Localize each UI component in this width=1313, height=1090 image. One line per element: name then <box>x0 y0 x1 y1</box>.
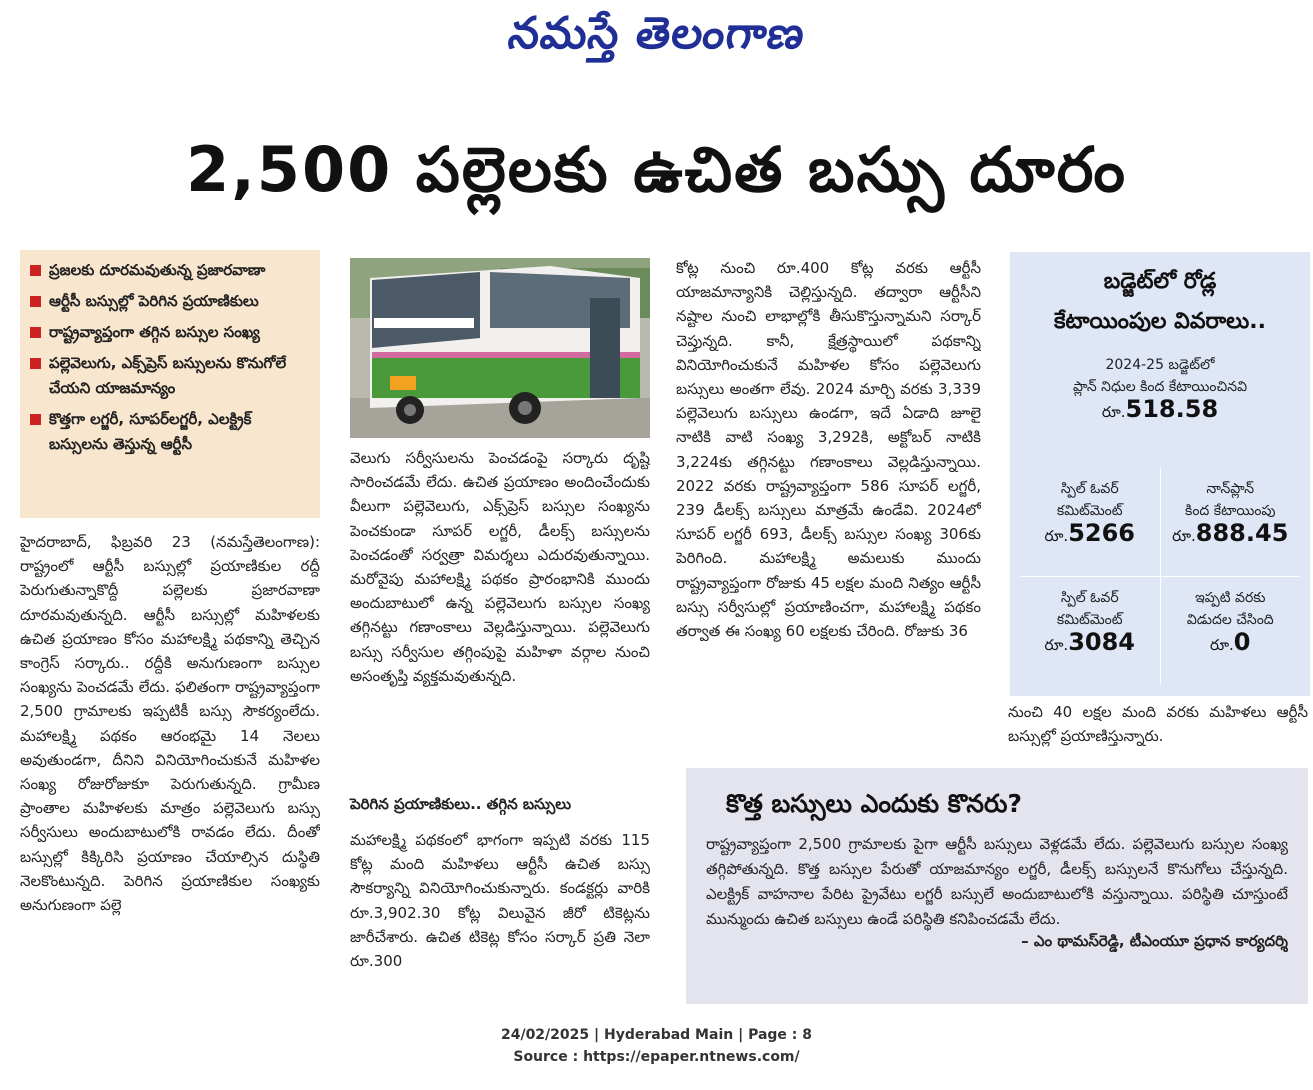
budget-title: బడ్జెట్‌లో రోడ్ల కేటాయింపుల వివరాలు.. <box>1053 269 1266 334</box>
section-subheading: పెరిగిన ప్రయాణికులు.. తగ్గిన బస్సులు <box>350 795 572 813</box>
bullet-icon <box>30 265 41 276</box>
highlight-item: కొత్తగా లగ్జరీ, సూపర్‌లగ్జరీ, ఎలక్ట్రిక్ బస్సులను తెస్తున్న ఆర్టీసీ <box>30 407 314 457</box>
bullet-icon <box>30 358 41 369</box>
budget-main-amount: రూ.518.58 <box>1101 395 1219 423</box>
budget-cell: నాన్‌ప్లాన్ కింద కేటాయింపు రూ.888.45 <box>1160 468 1300 576</box>
budget-cell: స్పిల్ ఓవర్ కమిట్‌మెంట్ రూ.5266 <box>1020 468 1160 576</box>
budget-cell: స్పిల్ ఓవర్ కమిట్‌మెంట్ రూ.3084 <box>1020 576 1160 684</box>
headline: 2,500 పల్లెలకు ఉచిత బస్సు దూరం <box>186 133 1127 206</box>
article-column-3: కోట్ల నుంచి రూ.400 కోట్ల వరకు ఆర్టీసీ యాజమాన్యానికి చెల్లిస్తున్నది. తద్వారా ఆర్టీసీని నష్టాల నుంచి లాభాల్లోకి తీసుకొస్తున్నామని సర్కార్ చెప్తున్నది. కానీ, క్షేత్రస్థాయిలో పథకాన్ని వినియోగించుకునే మహిళల కోసం పల్లెవెలుగు బస్సులు అంతగా లేవు. 2024 మార్చి వరకు 3,339 పల్లెవెలుగు బస్సులు ఉండగా, ఇదే ఏడాది జూలై నాటికి వాటి సంఖ్య 3,292కి, అక్టోబర్ నాటికి 3,224కు తగ్గినట్టు గణాంకాలు వెల్లడిస్తున్నాయి. 2022 వరకు రాష్ట్రవ్యాప్తంగా 586 సూపర్ లగ్జరీ, 239 డీలక్స్ బస్సులు మాత్రమే ఉండేవి. 2024లో సూపర్ లగ్జరీ 693, డీలక్స్ బస్సుల సంఖ్య 306కు పెరిగింది. మహాలక్ష్మి అమలుకు ముందు రాష్ట్రవ్యాప్తంగా రోజుకు 45 లక్షల మంది నిత్యం ఆర్టీసీ బస్సు సర్వీసుల్లో ప్రయాణించగా, మహాలక్ష్మి పథకం తర్వాత ఈ సంఖ్య 60 లక్షలకు చేరింది. రోజుకు 36 <box>676 259 981 641</box>
article-column-2b: మహాలక్ష్మి పథకంలో భాగంగా ఇప్పటి వరకు 115 కోట్ల మంది మహిళలు ఆర్టీసీ ఉచిత బస్సు సౌకర్యాన్ని వినియోగించుకున్నారు. కండక్టర్లు వారికి రూ.3,902.30 కోట్ల విలువైన జీరో టికెట్లను జారీచేశారు. ఉచిత టికెట్ల కోసం సర్కార్ ప్రతి నెలా రూ.300 <box>350 831 650 971</box>
highlight-item: ఆర్టీసీ బస్సుల్లో పెరిగిన ప్రయాణికులు <box>30 289 314 314</box>
masthead <box>0 0 1313 76</box>
bus-photo <box>350 258 650 438</box>
masthead-logo: నమస్తే తెలంగాణ <box>505 8 809 59</box>
article-column-4: నుంచి 40 లక్షల మంది వరకు మహిళలు ఆర్టీసీ బస్సుల్లో ప్రయాణిస్తున్నారు. <box>1008 703 1308 746</box>
footer <box>0 1024 1313 1068</box>
quote-title: కొత్త బస్సులు ఎందుకు కొనరు? <box>726 789 1022 818</box>
highlight-item: పల్లెవెలుగు, ఎక్స్‌ప్రెస్ బస్సులను కొనుగోలే చేయని యాజమాన్యం <box>30 351 314 401</box>
article-column-2a: వెలుగు సర్వీసులను పెంచడంపై సర్కారు దృష్టి సారించడమే లేదు. ఉచిత ప్రయాణం అందించేందుకు వీలుగా పల్లెవెలుగు, ఎక్స్‌ప్రెస్ బస్సుల సంఖ్యను పెంచకుండా సూపర్ లగ్జరీ, డీలక్స్ బస్సులను పెంచడంతో సర్వత్రా విమర్శలు ఎదురవుతున్నాయి. మరోవైపు మహాలక్ష్మి పథకం ప్రారంభానికి ముందు అందుబాటులో ఉన్న పల్లెవెలుగు బస్సుల సంఖ్య తగ్గినట్టు గణాంకాలు వెల్లడిస్తున్నాయి. పల్లెవెలుగు బస్సు సర్వీసుల తగ్గింపుపై మహిళా వర్గాల నుంచి అసంతృప్తి వ్యక్తమవుతున్నది. <box>350 449 650 685</box>
budget-box <box>1010 252 1310 696</box>
quote-box <box>686 768 1308 1004</box>
budget-note: 2024-25 బడ్జెట్‌లో ప్లాన్ నిధుల కింద కేటాయించినవి రూ.518.58 <box>1010 354 1310 423</box>
budget-cell: ఇప్పటి వరకు విడుదల చేసింది రూ.0 <box>1186 589 1274 656</box>
bullet-icon <box>30 296 41 307</box>
budget-grid <box>1020 468 1300 684</box>
quote-body: రాష్ట్రవ్యాప్తంగా 2,500 గ్రామాలకు పైగా ఆర్టీసీ బస్సులు వెళ్లడమే లేదు. పల్లెవెలుగు బస్సుల సంఖ్య తగ్గిపోతున్నది. కొత్త బస్సుల పేరుతో యాజమాన్యం లగ్జరీ, డీలక్స్ బస్సులనే కొనుగోలు చేస్తున్నది. ఎలక్ట్రిక్ వాహనాల పేరిట ప్రైవేటు లగ్జరీ బస్సులే అందుబాటులోకి వస్తున్నాయి. పరిస్థితి చూస్తుంటే మున్ముందు ఉచిత బస్సులు ఉండే పరిస్థితి కనిపించడమే లేదు. <box>706 835 1288 928</box>
highlights-box <box>20 250 320 518</box>
bullet-icon <box>30 327 41 338</box>
footer-source: Source : https://epaper.ntnews.com/ <box>513 1049 800 1065</box>
highlight-item: ప్రజలకు దూరమవుతున్న ప్రజారవాణా <box>30 258 314 283</box>
footer-date-page: 24/02/2025 | Hyderabad Main | Page : 8 <box>500 1027 813 1043</box>
article-column-1: హైదరాబాద్, ఫిబ్రవరి 23 (నమస్తేతెలంగాణ): రాష్ట్రంలో ఆర్టీసీ బస్సుల్లో ప్రయాణికుల రద్దీ పెరుగుతున్నాకొద్దీ పల్లెలకు ప్రజారవాణా దూరమవుతున్నది. ఆర్టీసీ బస్సుల్లో మహిళలకు ఉచిత ప్రయాణం కోసం మహాలక్ష్మి పథకాన్ని తెచ్చిన కాంగ్రెస్ సర్కారు.. రద్దీకి అనుగుణంగా బస్సుల సంఖ్యను పెంచడమే లేదు. ఫలితంగా రాష్ట్రవ్యాప్తంగా 2,500 గ్రామాలకు ఇప్పటికీ బస్సు సౌకర్యంలేదు. మహాలక్ష్మి పథకం ఆరంభమై 14 నెలలు అవుతుండగా, దీనిని వినియోగించుకునే మహిళల సంఖ్య రోజురోజుకూ పెరుగుతున్నది. గ్రామీణ ప్రాంతాల మహిళలకు మాత్రం పల్లెవెలుగు బస్సు సర్వీసులు అందుబాటులోకి రావడం లేదు. దీంతో బస్సుల్లో కిక్కిరిసి ప్రయాణం చేయాల్సిన దుస్థితి నెలకొంటున్నది. పెరిగిన ప్రయాణికుల సంఖ్యకు అనుగుణంగా పల్లె <box>20 533 320 915</box>
bus-illustration <box>350 258 650 438</box>
bullet-icon <box>30 414 41 425</box>
highlight-item: రాష్ట్రవ్యాప్తంగా తగ్గిన బస్సుల సంఖ్య <box>30 320 314 345</box>
quote-signature: – ఎం థామస్‌రెడ్డి, టీఎంయూ ప్రధాన కార్యదర్శి <box>1021 932 1288 950</box>
